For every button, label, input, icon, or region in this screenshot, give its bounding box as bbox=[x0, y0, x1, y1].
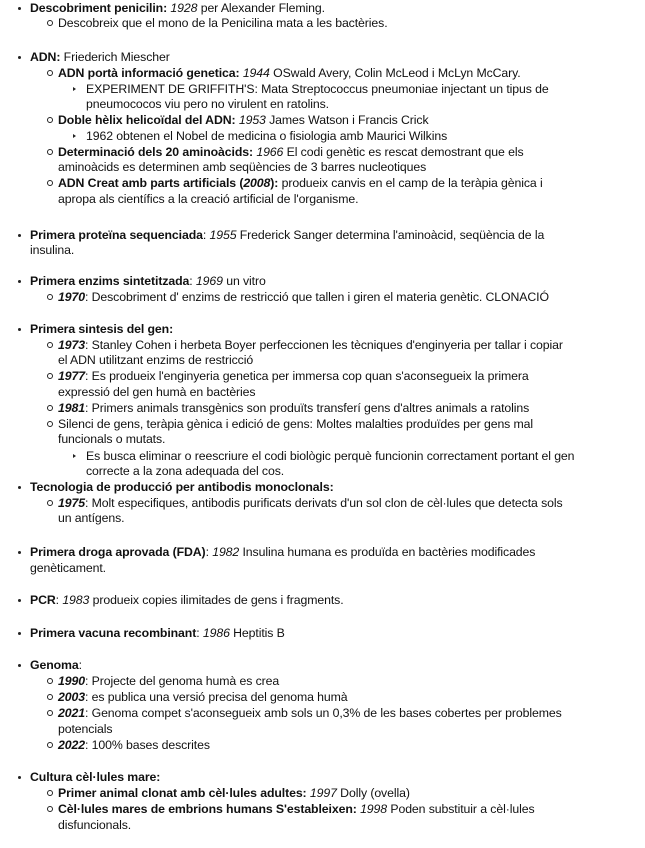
sub-bullet-icon bbox=[47, 694, 53, 700]
adn-artificial: ADN Creat amb parts artificials (2008): produeix canvis en el camp de la teràpia gènica i bbox=[58, 176, 543, 190]
sintesi-busca: Es busca eliminar o reescriure el codi biològic perquè funcionin correctament portant el gen bbox=[86, 449, 575, 463]
entry-enzims: Primera enzims sintetitzada: 1969 un vitro bbox=[30, 274, 266, 288]
enzims-restriccio: 1970: Descobriment d' enzims de restricció que tallen i giren el materia genètic. CLONACIÓ bbox=[58, 290, 549, 304]
sub-bullet-icon bbox=[47, 806, 53, 812]
sub-sub-bullet-icon bbox=[73, 454, 76, 458]
sub-sub-bullet-icon bbox=[73, 87, 76, 91]
sub-bullet-icon bbox=[47, 70, 53, 76]
entry-penicilin: Descobriment penicilin: 1928 per Alexander Fleming. bbox=[30, 1, 325, 15]
sintesi-1973-cont: el ADN utilitzant enzims de restricció bbox=[58, 353, 254, 367]
sub-bullet-icon bbox=[47, 678, 53, 684]
bullet-icon bbox=[18, 776, 21, 779]
entry-genoma: Genoma: bbox=[30, 658, 82, 672]
genoma-2003: 2003: es publica una versió precisa del genoma humà bbox=[58, 690, 348, 704]
entry-pcr: PCR: 1983 produeix copies ilimitades de gens i fragments. bbox=[30, 593, 344, 607]
penicilin-detail: Descobreix que el mono de la Penicilina mata a les bactèries. bbox=[58, 16, 388, 30]
sub-bullet-icon bbox=[47, 342, 53, 348]
nobel-note: 1962 obtenen el Nobel de medicina o fisiologia amb Maurici Wilkins bbox=[86, 129, 448, 143]
genoma-2021: 2021: Genoma compet s'aconsegueix amb sols un 0,3% de les bases cobertes per problemes bbox=[58, 706, 562, 720]
mare-dolly: Primer animal clonat amb cèl·lules adultes: 1997 Dolly (ovella) bbox=[58, 786, 410, 800]
sub-bullet-icon bbox=[47, 421, 53, 427]
sub-bullet-icon bbox=[47, 20, 53, 26]
sub-bullet-icon bbox=[47, 180, 53, 186]
entry-proteina-cont: insulina. bbox=[30, 243, 75, 257]
entry-sintesi: Primera sintesis del gen: bbox=[30, 322, 174, 336]
bullet-icon bbox=[18, 234, 21, 237]
sintesi-1977: 1977: Es produeix l'enginyeria genetica per immersa cop quan s'aconsegueix la primera bbox=[58, 369, 529, 383]
genoma-2021-cont: potencials bbox=[58, 722, 113, 736]
entry-fda-cont: genèticament. bbox=[30, 561, 106, 575]
bullet-icon bbox=[18, 280, 21, 283]
genoma-1990: 1990: Projecte del genoma humà es crea bbox=[58, 674, 280, 688]
sintesi-silenci: Silenci de gens, teràpia gènica i edició de gens: Moltes malalties produïdes per gens mal bbox=[58, 417, 534, 431]
mare-embrions-cont: disfuncionals. bbox=[58, 818, 132, 832]
sub-bullet-icon bbox=[47, 742, 53, 748]
entry-adn: ADN: Friederich Miescher bbox=[30, 50, 170, 64]
griffith-experiment: EXPERIMENT DE GRIFFITH'S: Mata Streptococcus pneumoniae injectant un tipus de bbox=[86, 82, 549, 96]
bullet-icon bbox=[18, 56, 21, 59]
sub-sub-bullet-icon bbox=[73, 134, 76, 138]
bullet-icon bbox=[18, 486, 21, 489]
mare-embrions: Cèl·lules mares de embrions humans S'estableixen: 1998 Poden substituir a cèl·lules bbox=[58, 802, 535, 816]
bullet-icon bbox=[18, 632, 21, 635]
sintesi-silenci-cont: funcionals o mutats. bbox=[58, 432, 166, 446]
entry-anticossos: Tecnologia de producció per antibodis monoclonals: bbox=[30, 480, 334, 494]
sub-bullet-icon bbox=[47, 373, 53, 379]
bullet-icon bbox=[18, 664, 21, 667]
griffith-experiment-cont: pneumococos viu pero no virulent en ratolins. bbox=[86, 97, 329, 111]
entry-proteina: Primera proteïna sequenciada: 1955 Frederick Sanger determina l'aminoàcid, seqüència de la bbox=[30, 228, 545, 242]
sintesi-1981: 1981: Primers animals transgènics son produïts transferí gens d'altres animals a ratolins bbox=[58, 401, 530, 415]
bullet-icon bbox=[18, 551, 21, 554]
sintesi-1977-cont: expressió del gen humà en bactèries bbox=[58, 385, 256, 399]
sub-bullet-icon bbox=[47, 294, 53, 300]
sub-bullet-icon bbox=[47, 710, 53, 716]
sintesi-busca-cont: correcte a la zona adequada del cos. bbox=[86, 464, 285, 478]
bullet-icon bbox=[18, 7, 21, 10]
bullet-icon bbox=[18, 328, 21, 331]
adn-aminoacids: Determinació dels 20 aminoàcids: 1966 El codi genètic es rescat demostrant que els bbox=[58, 145, 524, 159]
adn-artificial-cont: apropa als científics a la creació artificial de l'organisme. bbox=[58, 192, 359, 206]
sub-bullet-icon bbox=[47, 149, 53, 155]
adn-aminoacids-cont: aminoàcids es determinen amb seqüències de 3 barres nucleotiques bbox=[58, 160, 427, 174]
entry-fda: Primera droga aprovada (FDA): 1982 Insulina humana es produïda en bactèries modificades bbox=[30, 545, 536, 559]
sub-bullet-icon bbox=[47, 790, 53, 796]
sub-bullet-icon bbox=[47, 117, 53, 123]
anticossos-1975-cont: un antígens. bbox=[58, 511, 125, 525]
sintesi-1973: 1973: Stanley Cohen i herbeta Boyer perfeccionen les tècniques d'enginyeria per tallar i copiar bbox=[58, 338, 563, 352]
sub-bullet-icon bbox=[47, 500, 53, 506]
entry-vacuna: Primera vacuna recombinant: 1986 Heptitis B bbox=[30, 626, 285, 640]
entry-cellules-mare: Cultura cèl·lules mare: bbox=[30, 770, 161, 784]
genoma-2022: 2022: 100% bases descrites bbox=[58, 738, 210, 752]
sub-bullet-icon bbox=[47, 405, 53, 411]
adn-informacio: ADN portà informació genetica: 1944 OSwald Avery, Colin McLeod i McLyn McCary. bbox=[58, 66, 521, 80]
anticossos-1975: 1975: Molt especifiques, antibodis purificats derivats d'un sol clon de cèl·lules que detecta sols bbox=[58, 496, 563, 510]
adn-doble-helix: Doble hèlix helicoïdal del ADN: 1953 James Watson i Francis Crick bbox=[58, 113, 429, 127]
bullet-icon bbox=[18, 599, 21, 602]
